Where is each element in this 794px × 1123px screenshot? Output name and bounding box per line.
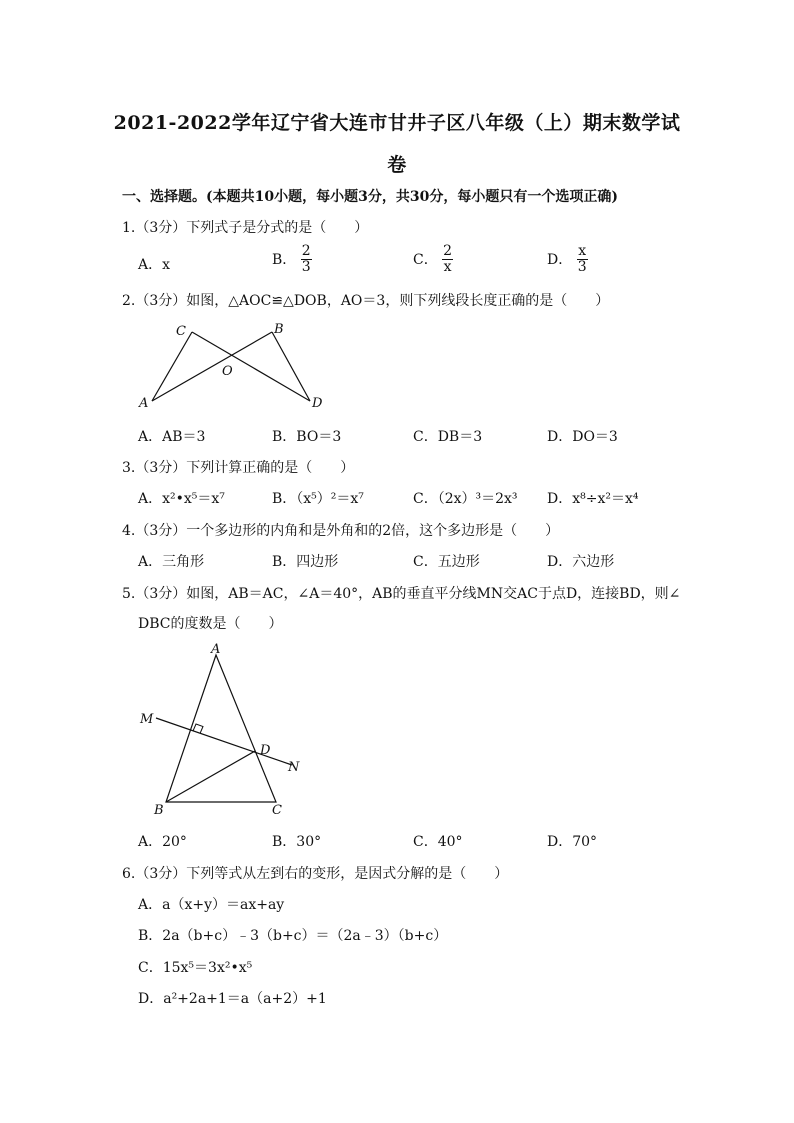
point-label-c: C: [176, 324, 186, 339]
point-label-c: C: [272, 803, 282, 818]
question-4-stem: 4.（3分）一个多边形的内角和是外角和的2倍，这个多边形是（ ）: [122, 523, 560, 539]
line-mn: [156, 718, 292, 765]
question-4-option-b: B．四边形: [272, 554, 339, 570]
segment-cd: [192, 332, 310, 401]
point-label-d: D: [312, 396, 323, 411]
point-label-b: B: [154, 803, 164, 818]
fraction-numerator: 2: [443, 243, 453, 259]
point-label-m: M: [140, 712, 154, 727]
exam-title-line2: 卷: [387, 154, 407, 176]
question-1-option-a: A．x: [138, 257, 171, 273]
exam-title-line1: 2021-2022学年辽宁省大连市甘井子区八年级（上）期末数学试: [113, 112, 681, 134]
fraction-denominator: 3: [577, 259, 587, 276]
fraction-denominator: x: [443, 259, 452, 276]
question-1-option-b: [272, 244, 312, 276]
question-2-option-b: B．BO＝3: [272, 429, 342, 445]
question-5-stem-line2: DBC的度数是（ ）: [138, 616, 283, 632]
question-2-option-c: C．DB＝3: [413, 429, 483, 445]
question-1-stem: 1.（3分）下列式子是分式的是（ ）: [122, 220, 369, 236]
question-5-option-b: B．30°: [272, 834, 322, 850]
question-5-option-a: A．20°: [138, 834, 187, 850]
question-1-option-d: [547, 244, 588, 276]
triangle-abc: [166, 655, 276, 802]
question-6-stem: 6.（3分）下列等式从左到右的变形，是因式分解的是（ ）: [122, 866, 509, 882]
question-4-option-c: C．五边形: [413, 554, 480, 570]
question-4-option-a: A．三角形: [138, 554, 205, 570]
question-4-option-d: D．六边形: [547, 554, 615, 570]
point-label-d: D: [260, 743, 271, 758]
question-3-option-b: B．（x⁵）²＝x⁷: [272, 491, 364, 507]
segment-ab: [152, 332, 272, 401]
question-3-option-c: C．（2x）³＝2x³: [413, 491, 518, 507]
question-6-option-d: D．a²+2a+1＝a（a+2）+1: [138, 991, 327, 1007]
fraction-denominator: 3: [301, 259, 311, 276]
question-5-option-d: D．70°: [547, 834, 598, 850]
question-2-option-d: D．DO＝3: [547, 429, 618, 445]
option-letter: B．: [272, 251, 297, 268]
segment-bd: [166, 751, 255, 802]
option-letter: C．: [413, 251, 438, 268]
fraction: [577, 244, 588, 276]
question-6-option-c: C．15x⁵＝3x²•x⁵: [138, 960, 253, 976]
question-6-option-a: A．a（x+y）＝ax+ay: [138, 897, 285, 913]
question-3-option-d: D．x⁸÷x²＝x⁴: [547, 491, 639, 507]
question-2-stem: 2.（3分）如图，△AOC≌△DOB，AO＝3，则下列线段长度正确的是（ ）: [122, 293, 610, 309]
question-3-stem: 3.（3分）下列计算正确的是（ ）: [122, 460, 355, 476]
question-6-option-b: B．2a（b+c）﹣3（b+c）＝（2a﹣3）（b+c）: [138, 928, 448, 944]
fraction-numerator: 2: [301, 243, 311, 259]
question-1-option-c: [413, 244, 453, 276]
question-5-option-c: C．40°: [413, 834, 463, 850]
option-letter: D．: [547, 251, 573, 268]
fraction: [442, 244, 453, 276]
question-2-figure: [130, 315, 330, 415]
section-heading: 一、选择题。(本题共10小题，每小题3分，共30分，每小题只有一个选项正确): [122, 189, 618, 205]
question-5-stem-line1: 5.（3分）如图，AB＝AC，∠A＝40°，AB的垂直平分线MN交AC于点D，连接BD，则∠: [122, 586, 681, 602]
point-label-b: B: [274, 322, 284, 337]
segment-ac: [152, 332, 192, 401]
point-label-o: O: [222, 364, 233, 379]
point-label-a: A: [211, 642, 221, 657]
question-3-option-a: A．x²•x⁵＝x⁷: [138, 491, 225, 507]
point-label-a: A: [139, 396, 149, 411]
question-5-figure: [130, 640, 320, 820]
fraction: [301, 244, 312, 276]
point-label-n: N: [288, 760, 300, 775]
question-2-option-a: A．AB＝3: [138, 429, 206, 445]
fraction-numerator: x: [578, 243, 587, 259]
segment-bd: [272, 332, 310, 401]
